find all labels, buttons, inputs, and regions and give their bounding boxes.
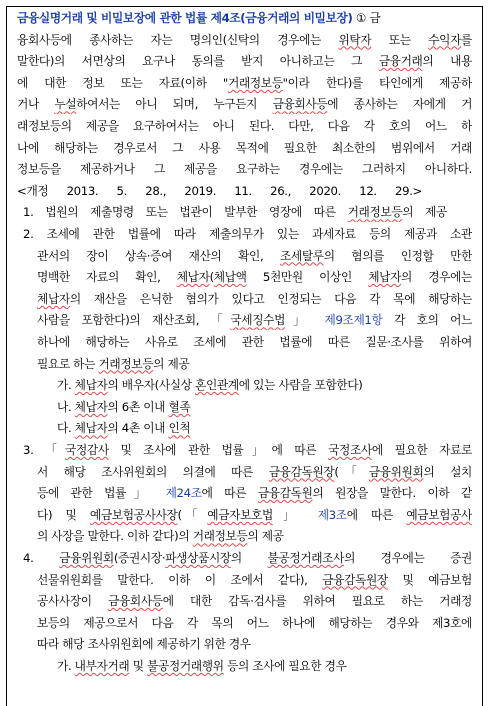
law-text-line: 거나 누설하여서는 아니 되며, 누구든지 금융회사등에 종사하는 자에게 거 [17,97,472,112]
law-text-line: 체납자의 재산을 은닉한 혐의가 있다고 인정되는 다음 각 목에 해당하는 [37,291,472,306]
law-text-line: 나에 해당하는 경우로서 그 사용 목적에 필요한 최소한의 범위에서 거래 [17,140,472,155]
law-text-line: 따라 해당 조사위원회에 제공하기 위한 경우 [37,637,251,652]
law-text-line: <개정 2013. 5. 28., 2019. 11. 26., 2020. 12. 29.> [17,183,422,198]
law-text-line: 공사사장이 금융회사등에 대한 감독·검사를 위하여 필요로 하는 거래정 [37,594,472,609]
law-text-line: 하나에 해당하는 사유로 조세에 관한 법률에 따른 질문·조사를 위하여 [37,335,472,349]
law-text-line: 선물위원회를 말한다. 이하 이 조에서 같다), 금융감독원장 및 예금보험 [37,572,472,587]
law-text-line: 의 사장을 말한다. 이하 같다)의 거래정보등의 제공 [37,529,284,544]
law-text-line: 다. 체납자의 4촌 이내 인척 [57,421,191,436]
law-text-line: 필요로 하는 거래정보등의 제공 [37,356,190,371]
law-text-line: 4. 금융위원회(증권시장·파생상품시장의 불공정거래조사의 경우에는 증권 [23,551,472,565]
law-text-line: 융회사등에 종사하는 자는 명의인(신탁의 경우에는 위탁자 또는 수익자를 [17,32,472,47]
law-text-line: 에 대한 정보 또는 자료(이하 "거래정보등"이라 한다)를 타인에게 제공하 [17,75,472,90]
law-text-line: 정보등을 제공하거나 그 제공을 요구하는 경우에는 그러하지 아니하다. [17,162,472,177]
law-text-line: 사람을 포함한다)의 재산조회, 「국세징수법」 제9조제1항 각 호의 어느 [37,313,472,328]
law-text-line: 금융실명거래 및 비밀보장에 관한 법률 제4조(금융거래의 비밀보장) ① 금 [17,11,381,25]
law-text-line: 보등의 제공으로서 다음 각 목의 어느 하나에 해당하는 경우와 제3호에 [37,615,472,630]
article-title: 금융실명거래 및 비밀보장에 관한 법률 제4조(금융거래의 비밀보장) [17,11,353,25]
law-text-line: 등에 관한 법률」 제24조에 따른 금융감독원의 원장을 말한다. 이하 같 [37,486,472,501]
law-text-line: 다) 및 예금보험공사사장(「예금자보호법」 제3조에 따른 예금보험공사 [37,507,472,522]
law-text-line: 3. 「국정감사 및 조사에 관한 법률」에 따른 국정조사에 필요한 자료로 [23,443,472,457]
law-text-line: 나. 체납자의 6촌 이내 혈족 [57,399,191,414]
law-text-line: 가. 내부자거래 및 불공정거래행위 등의 조사에 필요한 경우 [57,659,347,673]
law-text-line: 가. 체납자의 배우자(사실상 혼인관계에 있는 사람을 포함한다) [57,378,363,393]
law-text-line: 말한다)의 서면상의 요구나 동의를 받지 아니하고는 그 금융거래의 내용 [17,54,472,69]
law-text-line: 명백한 자료의 확인, 체납자(체납액 5천만원 이상인 체납자의 경우에는 [37,270,472,285]
law-text-line: 관서의 장이 상속·증여 재산의 확인, 조세탈루의 혐의를 인정할 만한 [37,248,472,263]
law-text-line: 1. 법원의 제출명령 또는 법관이 발부한 영장에 따른 거래정보등의 제공 [23,205,447,220]
law-text-line: 2. 조세에 관한 법률에 따라 제출의무가 있는 과세자료 등의 제공과 소관 [23,227,472,241]
law-text-box [6,6,483,706]
law-text-line: 래정보등의 제공을 요구하여서는 아니 된다. 다만, 다음 각 호의 어느 하 [17,119,472,133]
law-text-line: 서 해당 조사위원회의 의결에 따른 금융감독원장(「금융위원회의 설치 [37,464,472,479]
